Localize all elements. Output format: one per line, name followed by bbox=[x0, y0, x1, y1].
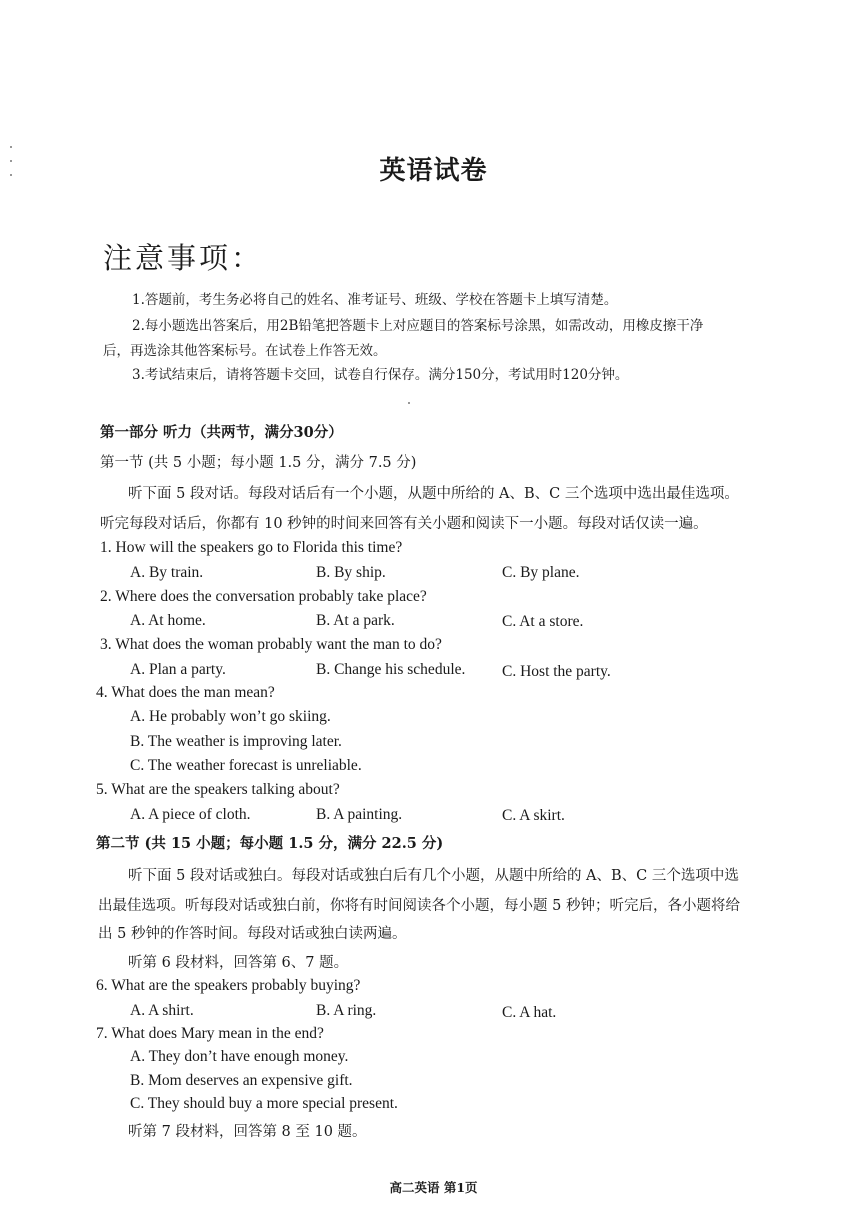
question-6-option-b: B. A ring. bbox=[316, 1002, 377, 1019]
notice-item-2: 2.每小题选出答案后，用2B铅笔把答题卡上对应题目的答案标号涂黑，如需改动，用橡皮擦干净 bbox=[132, 318, 704, 334]
question-1-option-a: A. By train. bbox=[130, 564, 204, 581]
question-7-option-c: C. They should buy a more special present. bbox=[130, 1095, 398, 1112]
question-7-option-a: A. They don’t have enough money. bbox=[130, 1048, 349, 1065]
question-4-option-b: B. The weather is improving later. bbox=[130, 733, 342, 750]
question-2-stem: 2. Where does the conversation probably take place? bbox=[100, 588, 427, 605]
page-footer: 高二英语 第1页 bbox=[389, 1180, 478, 1195]
question-5-option-a: A. A piece of cloth. bbox=[130, 806, 251, 823]
question-3-option-a: A. Plan a party. bbox=[130, 661, 226, 678]
notice-item-2-cont: 后，再选涂其他答案标号。在试卷上作答无效。 bbox=[103, 343, 387, 359]
scan-speck bbox=[10, 146, 12, 148]
section1-instruction-1: 听下面 5 段对话。每段对话后有一个小题，从题中所给的 A、B、C 三个选项中选出最佳选项。 bbox=[128, 486, 739, 502]
section2-instruction-3: 出 5 秒钟的作答时间。每段对话或独白读两遍。 bbox=[98, 926, 407, 942]
part1-heading: 第一部分 听力（共两节，满分30分） bbox=[100, 424, 343, 441]
section1-instruction-2: 听完每段对话后，你都有 10 秒钟的时间来回答有关小题和阅读下一小题。每段对话仅读一遍。 bbox=[100, 516, 708, 532]
section2-instruction-1: 听下面 5 段对话或独白。每段对话或独白后有几个小题，从题中所给的 A、B、C 三个选项中选 bbox=[128, 868, 739, 884]
question-2-option-a: A. At home. bbox=[130, 612, 206, 629]
question-5-stem: 5. What are the speakers talking about? bbox=[96, 781, 340, 798]
question-4-option-c: C. The weather forecast is unreliable. bbox=[130, 757, 362, 774]
question-6-stem: 6. What are the speakers probably buying? bbox=[96, 977, 361, 994]
question-2-option-c: C. At a store. bbox=[502, 613, 584, 630]
notice-item-1: 1.答题前，考生务必将自己的姓名、准考证号、班级、学校在答题卡上填写清楚。 bbox=[132, 292, 618, 308]
question-4-stem: 4. What does the man mean? bbox=[96, 684, 275, 701]
question-2-option-b: B. At a park. bbox=[316, 612, 395, 629]
notice-item-3: 3.考试结束后，请将答题卡交回，试卷自行保存。满分150分，考试用时120分钟。 bbox=[132, 367, 629, 383]
question-3-option-c: C. Host the party. bbox=[502, 663, 611, 680]
question-3-stem: 3. What does the woman probably want the man to do? bbox=[100, 636, 442, 653]
section1-heading: 第一节 (共 5 小题；每小题 1.5 分，满分 7.5 分) bbox=[100, 455, 417, 471]
question-7-option-b: B. Mom deserves an expensive gift. bbox=[130, 1072, 353, 1089]
question-6-option-c: C. A hat. bbox=[502, 1004, 557, 1021]
section2-heading: 第二节 (共 15 小题；每小题 1.5 分，满分 22.5 分) bbox=[96, 835, 444, 852]
question-1-option-b: B. By ship. bbox=[316, 564, 386, 581]
question-3-option-b: B. Change his schedule. bbox=[316, 661, 466, 678]
exam-title: 英语试卷 bbox=[379, 156, 488, 186]
question-1-stem: 1. How will the speakers go to Florida this time? bbox=[100, 539, 403, 556]
material-6-note: 听第 6 段材料，回答第 6、7 题。 bbox=[128, 955, 349, 971]
section2-instruction-2: 出最佳选项。听每段对话或独白前，你将有时间阅读各个小题，每小题 5 秒钟；听完后，各小题将给 bbox=[98, 898, 740, 914]
question-1-option-c: C. By plane. bbox=[502, 564, 580, 581]
notice-heading: 注意事项： bbox=[103, 241, 264, 275]
question-6-option-a: A. A shirt. bbox=[130, 1002, 194, 1019]
question-5-option-c: C. A skirt. bbox=[502, 807, 565, 824]
material-7-note: 听第 7 段材料，回答第 8 至 10 题。 bbox=[128, 1124, 367, 1140]
question-5-option-b: B. A painting. bbox=[316, 806, 403, 823]
question-7-stem: 7. What does Mary mean in the end? bbox=[96, 1025, 324, 1042]
question-4-option-a: A. He probably won’t go skiing. bbox=[130, 708, 331, 725]
scan-speck bbox=[408, 402, 410, 404]
